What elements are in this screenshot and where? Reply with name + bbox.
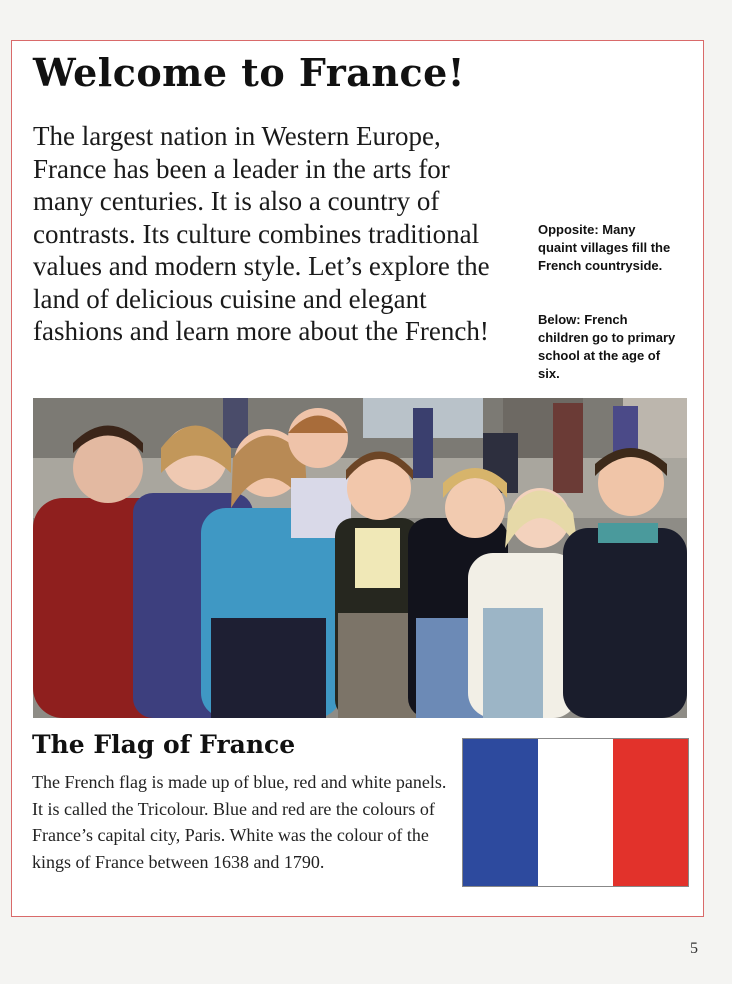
flag-red-panel (613, 739, 688, 886)
caption-opposite-text: Many quaint villages fill the French countryside. (538, 222, 671, 273)
caption-below-text: French children go to primary school at the age of six. (538, 312, 676, 381)
caption-opposite-label: Opposite: (538, 222, 599, 237)
caption-opposite (538, 221, 678, 275)
flag-blue-panel (463, 739, 538, 886)
page-title: Welcome to France! (33, 50, 465, 95)
caption-below (538, 311, 678, 383)
caption-below-label: Below: (538, 312, 581, 327)
schoolchildren-photo (33, 398, 687, 718)
french-flag (462, 738, 689, 887)
flag-heading: The Flag of France (32, 730, 296, 759)
page-number: 5 (690, 940, 698, 957)
flag-paragraph: The French flag is made up of blue, red and white panels. It is called the Tricolour. Blue and red are the colours of France’s capital city, Paris. White was the colour of the kings of France between 1638 and 1790. (32, 772, 447, 872)
intro-paragraph: The largest nation in Western Europe, France has been a leader in the arts for many centuries. It is also a country of contrasts. Its culture combines traditional values and modern style. Let’s explore the land of delicious cuisine and elegant fashions and learn more about the French! (33, 121, 490, 346)
flag-white-panel (538, 739, 613, 886)
